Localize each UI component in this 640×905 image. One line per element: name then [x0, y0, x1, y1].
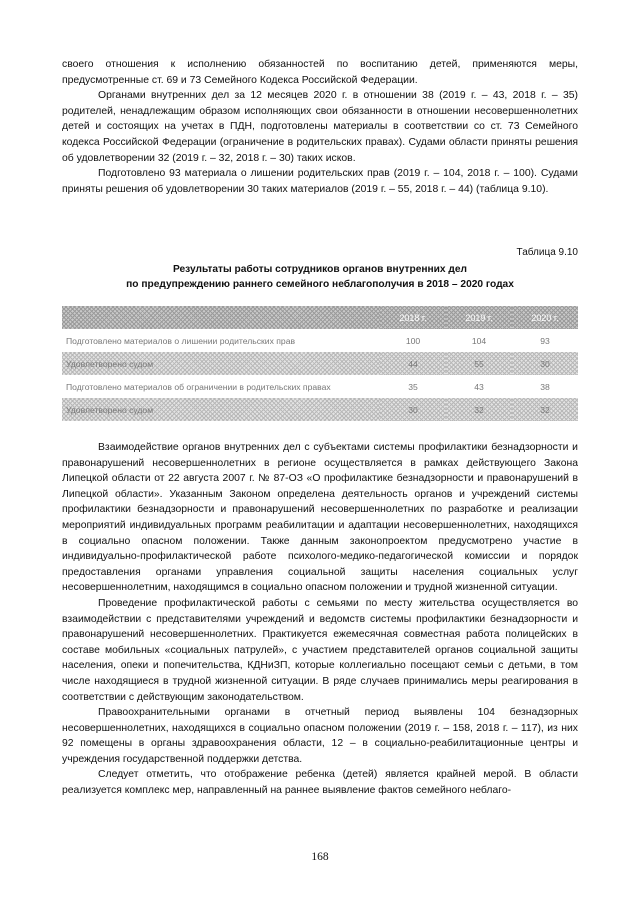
table-header-row: [62, 306, 578, 329]
table-title-line: по предупреждению раннего семейного неблагополучия в 2018 – 2020 годах: [126, 278, 514, 290]
table-title: [62, 263, 578, 292]
table-cell: 100: [405, 335, 421, 346]
row-label: Удовлетворено судом: [62, 352, 380, 375]
results-table: [62, 306, 578, 421]
table-row: [62, 329, 578, 352]
paragraph: Правоохранительными органами в отчетный период выявлены 104 безнадзорных несовершеннолетних, находящихся в социально опасном положении (2019 г. – 158, 2018 г. – 117), из них 92 помещены в органы здравоохранения области, 12 – в социально-реабилитационные центры и учреждения государственной поддержки детства.: [62, 707, 578, 765]
table-header-cell: 2020 г.: [512, 306, 578, 329]
table-cell: 32: [446, 398, 512, 421]
row-label: Подготовлено материалов об ограничении в родительских правах: [66, 381, 331, 392]
table-cell: 30: [512, 352, 578, 375]
paragraph: Проведение профилактической работы с семьями по месту жительства осуществляется во взаимодействии с представителями учреждений и ведомств системы профилактики безнадзорности и правонарушений несовершеннолетних. Практикуется ежемесячная совместная работа полицейских в составе мобильных «социальных патрулей», с участием представителей органов социальной защиты населения, опеки и попечительства, КДНиЗП, которые коллегиально посещают семьи с детьми, в том числе находящиеся в трудной жизненной ситуации. В ряде случаев принимались меры реагирования в соответствии с действующим законодательством.: [62, 597, 578, 703]
paragraph: Органами внутренних дел за 12 месяцев 2020 г. в отношении 38 (2019 г. – 43, 2018 г. – 35) родителей, ненадлежащим образом исполняющих свои обязанности в отношении несовершеннолетних детей и состоящих на учетах в ПДН, подготовлены материалы в соответствии со ст. 73 Семейного кодекса Российской Федерации (ограничение в родительских правах). Судами области приняты решения об удовлетворении 32 (2019 г. – 32, 2018 г. – 30) таких исков.: [62, 90, 578, 164]
table-caption: Таблица 9.10: [516, 247, 578, 258]
paragraph: Следует отметить, что отображение ребенка (детей) является крайней мерой. В области реализуется комплекс мер, направленный на раннее выявление фактов семейного неблаго-: [62, 769, 578, 797]
table-title-line: Результаты работы сотрудников органов внутренних дел: [172, 264, 468, 275]
table-cell: 55: [446, 352, 512, 375]
paragraph: своего отношения к исполнению обязанностей по воспитанию детей, применяются меры, предусмотренные ст. 69 и 73 Семейного Кодекса Российской Федерации.: [62, 59, 578, 86]
table-cell: 93: [540, 335, 550, 346]
table-cell: 35: [408, 381, 418, 392]
table-cell: 30: [380, 398, 446, 421]
row-label: Удовлетворено судом: [62, 398, 380, 421]
table-cell: 104: [471, 335, 487, 346]
paragraph: Взаимодействие органов внутренних дел с субъектами системы профилактики безнадзорности и правонарушений несовершеннолетних в регионе осуществляется в рамках действующего Закона Липецкой области от 22 августа 2007 г. № 87-ОЗ «О профилактике безнадзорности и правонарушений в Липецкой области». Указанным Законом определена деятельность органов и учреждений системы профилактики безнадзорности и правонарушений несовершеннолетних по разработке и реализации мероприятий индивидуальных программ реабилитации и адаптации несовершеннолетних, находящихся в социально опасном положении. Также данным законопроектом предусмотрено участие в индивидуально-профилактической работе психолого-медико-педагогической комиссии и порядок предоставления органами управления социальной защиты населения социальных услуг несовершеннолетним, находящимся в социально опасном положении и трудной жизненной ситуации.: [62, 442, 578, 594]
table-cell: 38: [540, 381, 550, 392]
row-label: Подготовлено материалов о лишении родительских прав: [66, 335, 296, 346]
body-text-top: [62, 57, 578, 197]
table-row: [62, 398, 578, 421]
table-header-cell: 2019 г.: [446, 306, 512, 329]
body-text-bottom: [62, 440, 578, 799]
table-header-cell: 2018 г.: [380, 306, 446, 329]
page-number: 168: [311, 851, 329, 863]
paragraph: Подготовлено 93 материала о лишении родительских прав (2019 г. – 104, 2018 г. – 100). Судами приняты решения об удовлетворении 30 таких материалов (2019 г. – 55, 2018 г. – 44) (таблица 9.10).: [62, 168, 578, 195]
table-row: [62, 375, 578, 398]
table-cell: 43: [474, 381, 484, 392]
table-cell: 44: [380, 352, 446, 375]
table-row: [62, 352, 578, 375]
table-header-cell: [62, 306, 380, 329]
table-cell: 32: [512, 398, 578, 421]
